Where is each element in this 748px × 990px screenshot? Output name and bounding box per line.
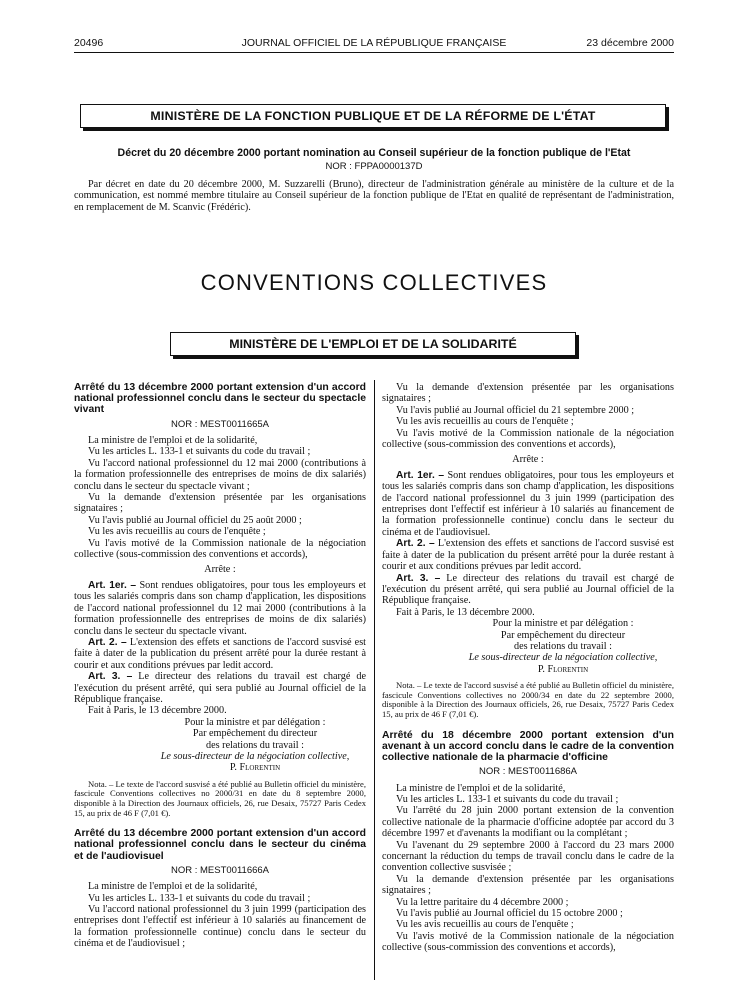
sig-line: Par empêchement du directeur (500, 629, 626, 641)
arrete1-signature (144, 717, 366, 774)
section-title: CONVENTIONS COLLECTIVES (200, 270, 548, 295)
arrete1-art1 (74, 580, 366, 637)
arrete2-intro: La ministre de l'emploi et de la solidarité, (88, 881, 258, 893)
arrete3-nor: NOR : MEST0011686A (478, 766, 578, 778)
article-text: Sont rendues obligatoires, pour tous les employeurs et tous les salariés compris dans son champ d'application, les dispositions de l'accord national professionnel du 12 mai 2000 (contributions à la formation professionnelle des entreprises de moins de dix salariés) conclu dans le secteur du spectacle vivant. (74, 579, 367, 637)
arrete1-arrete: Arrête : (204, 564, 236, 576)
arrete2-vu: Vu l'avis motivé de la Commission nationale de la négociation collective (sous-commission des conventions et accords), (382, 427, 674, 451)
decret-block (74, 148, 674, 213)
arrete1-vu: Vu l'accord national professionnel du 12 mai 2000 (contributions à la formation professionnelle des entreprises de moins de dix salariés) conclu dans le secteur du spectacle vivant ; (74, 457, 366, 492)
arrete3-vu: Vu l'arrêté du 28 juin 2000 portant extension de la convention collective nationale de la pharmacie d'officine adoptée par accord du 3 décembre 1997 et d'avenants la modifiant ou la complétant ; (382, 805, 674, 840)
sig-line: Le sous-directeur de la négociation collective, (468, 652, 658, 664)
arrete3-intro: La ministre de l'emploi et de la solidarité, (396, 782, 566, 794)
arrete2-nor: NOR : MEST0011666A (170, 864, 270, 876)
arrete3-vu: Vu l'avenant du 29 septembre 2000 à l'accord du 23 mars 2000 concernant la réduction du temps de travail conclu dans le cadre de la convention collective susvisée ; (382, 839, 674, 874)
arrete1-vu: Vu l'avis motivé de la Commission nationale de la négociation collective (sous-commission des conventions et accords), (74, 537, 366, 561)
arrete2-art2 (382, 538, 674, 572)
sig-line: Par empêchement du directeur (192, 728, 318, 740)
sig-line: des relations du travail : (206, 739, 304, 751)
arrete3-vu: Vu l'avis motivé de la Commission nationale de la négociation collective (sous-commission des conventions et accords), (382, 930, 674, 954)
ministry-title: MINISTÈRE DE L'EMPLOI ET DE LA SOLIDARITÉ (229, 337, 517, 351)
arrete2-art1 (382, 470, 674, 538)
arrete2-art3 (382, 573, 674, 607)
running-header (74, 38, 674, 52)
decret-nor: NOR : FPPA0000137D (325, 161, 423, 173)
article-label: Art. 3. – (396, 572, 441, 584)
sig-line: Pour la ministre et par délégation : (492, 618, 634, 630)
article-label: Art. 2. – (396, 538, 435, 550)
article-label: Art. 1er. – (88, 579, 137, 591)
decret-body: Par décret en date du 20 décembre 2000, M. Suzzarelli (Bruno), directeur de l'administration générale au ministère de la culture et de la communication, est nommé membre titulaire au Conseil supérieur de la fonction publique de l'Etat en qualité de représentant de l'administration, en remplacement de M. Scanvic (Frédéric). (74, 178, 674, 213)
journal-title: JOURNAL OFFICIEL DE LA RÉPUBLIQUE FRANÇAISE (241, 37, 507, 49)
sig-name: P. Florentin (537, 663, 589, 675)
arrete2-title: Arrêté du 13 décembre 2000 portant extension d'un accord national professionnel conclu dans le secteur du cinéma et de l'audiovisuel (74, 828, 366, 862)
ministry-title: MINISTÈRE DE LA FONCTION PUBLIQUE ET DE LA RÉFORME DE L'ÉTAT (150, 109, 596, 123)
arrete3-vu: Vu l'avis publié au Journal officiel du 15 octobre 2000 ; (396, 908, 623, 920)
arrete1-title: Arrêté du 13 décembre 2000 portant extension d'un accord national professionnel conclu dans le secteur du spectacle vivant (74, 382, 366, 416)
page-number: 20496 (74, 37, 104, 49)
arrete1-art3 (74, 671, 366, 705)
right-column (382, 382, 674, 954)
arrete2-vu: Vu l'avis publié au Journal officiel du 21 septembre 2000 ; (396, 404, 635, 416)
sig-line: des relations du travail : (514, 640, 612, 652)
arrete3-vu: Vu les avis recueillis au cours de l'enquête ; (396, 919, 574, 931)
header-rule (74, 52, 674, 53)
article-text: Le directeur des relations du travail est chargé de l'exécution du présent arrêté, qui sera publié au Journal officiel de la République française. (382, 572, 674, 607)
article-text: L'extension des effets et sanctions de l'accord susvisé est faite à dater de la publication du présent arrêté pour la durée restant à courir et aux conditions prévues par ledit accord. (382, 538, 674, 573)
article-label: Art. 1er. – (396, 469, 445, 481)
column-divider (374, 380, 375, 980)
arrete1-art2 (74, 637, 366, 671)
arrete1-vu: Vu les avis recueillis au cours de l'enquête ; (88, 526, 266, 538)
ministry-box-emploi (170, 332, 576, 356)
arrete2-arrete: Arrête : (512, 454, 544, 466)
arrete3-vu: Vu la lettre paritaire du 4 décembre 2000 ; (396, 896, 569, 908)
arrete1-note: Nota. – Le texte de l'accord susvisé a été publié au Bulletin officiel du ministère, fascicule Conventions collectives no 2000/31 en date du 8 septembre 2000, disponible à la Direction des Journaux officiels, 26, rue Desaix, 75727 Paris Cedex 15, au prix de 46 F (7,01 €). (74, 778, 366, 818)
ministry-box-fonction-publique (80, 104, 666, 128)
arrete1-nor: NOR : MEST0011665A (170, 418, 270, 430)
arrete1-fait: Fait à Paris, le 13 décembre 2000. (88, 705, 227, 717)
article-text: L'extension des effets et sanctions de l'accord susvisé est faite à dater de la publication du présent arrêté pour la durée restant à courir et aux conditions prévues par ledit accord. (74, 636, 366, 671)
arrete2-note: Nota. – Le texte de l'accord susvisé a été publié au Bulletin officiel du ministère, fascicule Conventions collectives no 2000/34 en date du 22 septembre 2000, disponible à la Direction des Journaux officiels, 26, rue Desaix, 75727 Paris Cedex 15, au prix de 46 F (7,01 €). (382, 680, 674, 719)
arrete3-title: Arrêté du 18 décembre 2000 portant extension d'un avenant à un accord conclu dans le cadre de la convention collective nationale de la pharmacie d'officine (382, 729, 674, 763)
arrete2-vu: Vu la demande d'extension présentée par les organisations signataires ; (382, 382, 674, 405)
issue-date: 23 décembre 2000 (586, 37, 674, 49)
arrete1-intro: La ministre de l'emploi et de la solidarité, (88, 435, 258, 447)
arrete2-signature (452, 618, 674, 675)
article-label: Art. 3. – (88, 671, 133, 683)
arrete1-vu: Vu la demande d'extension présentée par les organisations signataires ; (74, 492, 366, 515)
arrete2-vu: Vu l'accord national professionnel du 3 juin 1999 (participation des entreprises dont l'effectif est inférieur à 10 salariés au financement de la formation professionnelle continue) conclu dans le secteur du cinéma et de l'audiovisuel ; (74, 904, 366, 950)
arrete1-vu: Vu les articles L. 133-1 et suivants du code du travail ; (88, 446, 311, 458)
article-label: Art. 2. – (88, 636, 127, 648)
sig-line: Le sous-directeur de la négociation collective, (160, 750, 350, 762)
arrete3-vu: Vu la demande d'extension présentée par les organisations signataires ; (382, 873, 674, 897)
article-text: Le directeur des relations du travail est chargé de l'exécution du présent arrêté, qui sera publié au Journal officiel de la République française. (74, 671, 366, 705)
arrete2-vu: Vu les articles L. 133-1 et suivants du code du travail ; (88, 892, 311, 904)
left-column (74, 382, 366, 950)
arrete2-fait: Fait à Paris, le 13 décembre 2000. (396, 606, 535, 618)
sig-line: Pour la ministre et par délégation : (184, 716, 326, 728)
article-text: Sont rendues obligatoires, pour tous les employeurs et tous les salariés compris dans son champ d'application, les dispositions de l'accord national professionnel du 3 juin 1999 (participation des entreprises dont l'effectif est inférieur à 10 salariés au financement de la formation professionnelle continue) conclu dans le secteur du cinéma et de l'audiovisuel. (382, 469, 675, 538)
sig-name: P. Florentin (229, 762, 281, 774)
decret-title: Décret du 20 décembre 2000 portant nomination au Conseil supérieur de la fonction publique de l'Etat (117, 147, 631, 159)
arrete3-vu: Vu les articles L. 133-1 et suivants du code du travail ; (396, 793, 619, 805)
arrete2-vu: Vu les avis recueillis au cours de l'enquête ; (396, 416, 574, 428)
arrete1-vu: Vu l'avis publié au Journal officiel du 25 août 2000 ; (88, 514, 302, 526)
